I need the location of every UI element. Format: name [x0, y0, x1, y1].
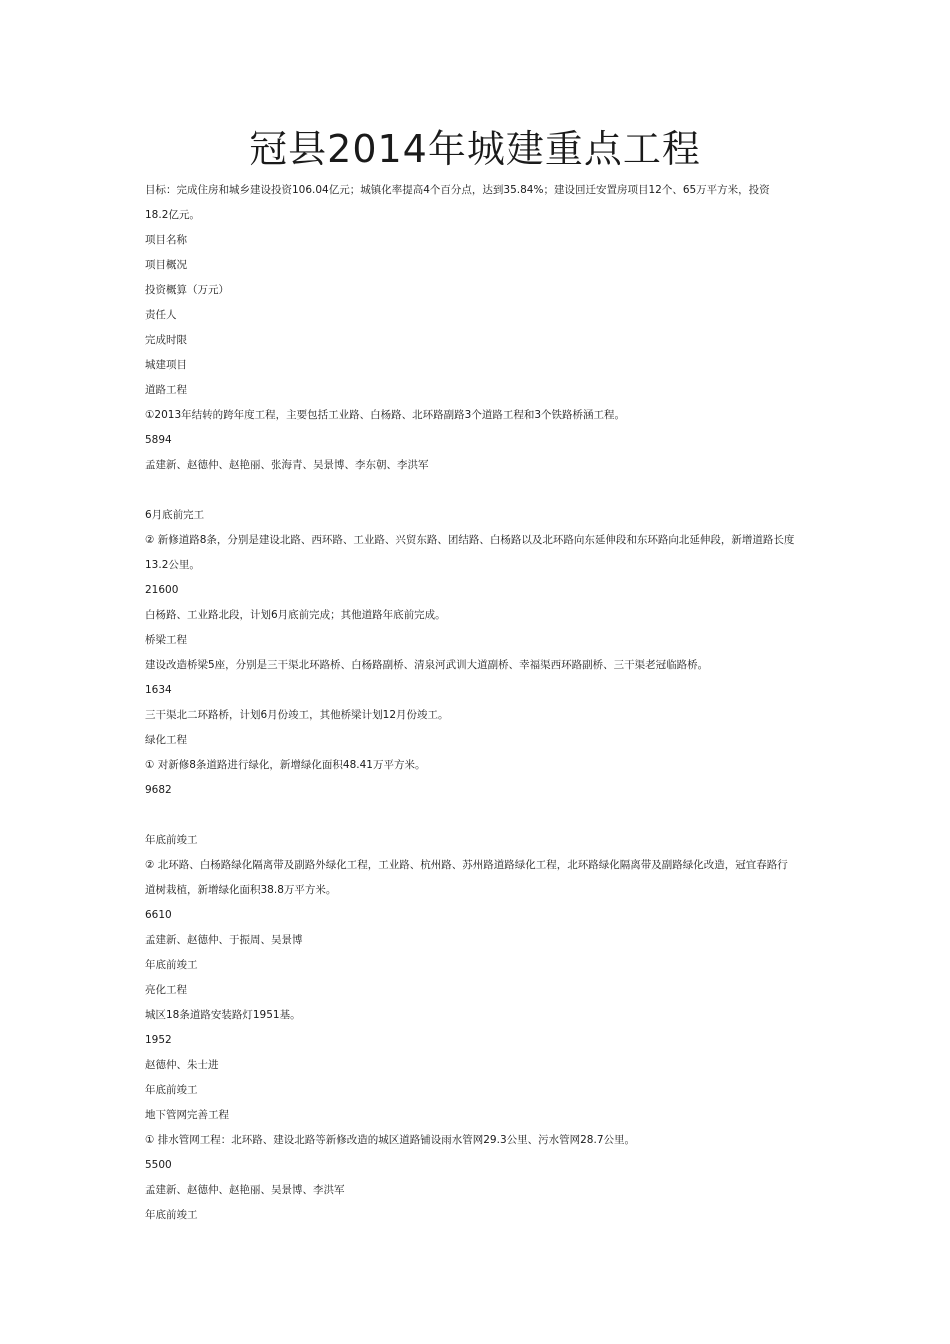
- text-line: 5500: [145, 1159, 172, 1171]
- text-line: 城区18条道路安装路灯1951基。: [145, 1009, 301, 1021]
- text-line: 6月底前完工: [145, 509, 205, 521]
- text-line: 孟建新、赵德仲、赵艳丽、吴景博、李洪军: [145, 1184, 345, 1196]
- document-body: [145, 178, 815, 1228]
- text-line: 孟建新、赵德仲、赵艳丽、张海青、吴景博、李东朝、李洪军: [145, 459, 429, 471]
- text-line: ①2013年结转的跨年度工程，主要包括工业路、白杨路、北环路副路3个道路工程和3个铁路桥涵工程。: [145, 409, 625, 421]
- text-line: 项目名称: [145, 234, 187, 246]
- text-line: 目标：完成住房和城乡建设投资106.04亿元；城镇化率提高4个百分点，达到35.84%；建设回迁安置房项目12个、65万平方米，投资: [145, 184, 770, 196]
- text-line: 6610: [145, 909, 172, 921]
- text-line: 年底前竣工: [145, 959, 198, 971]
- blank-line: [145, 478, 815, 503]
- text-line: 13.2公里。: [145, 559, 200, 571]
- text-line: 完成时限: [145, 334, 187, 346]
- text-line: ① 排水管网工程：北环路、建设北路等新修改造的城区道路铺设雨水管网29.3公里、污水管网28.7公里。: [145, 1134, 636, 1146]
- document-title: 冠县2014年城建重点工程: [249, 127, 701, 171]
- text-line: 投资概算（万元）: [145, 284, 229, 296]
- blank-line: [145, 803, 815, 828]
- text-line: ② 北环路、白杨路绿化隔离带及副路外绿化工程，工业路、杭州路、苏州路道路绿化工程，北环路绿化隔离带及副路绿化改造，冠宜春路行: [145, 859, 788, 871]
- text-line: 城建项目: [145, 359, 187, 371]
- text-line: 21600: [145, 584, 179, 596]
- text-line: 桥梁工程: [145, 634, 187, 646]
- text-line: ② 新修道路8条，分别是建设北路、西环路、工业路、兴贸东路、团结路、白杨路以及北环路向东延伸段和东环路向北延伸段，新增道路长度: [145, 534, 795, 546]
- text-line: 1952: [145, 1034, 172, 1046]
- text-line: 年底前竣工: [145, 834, 198, 846]
- text-line: 责任人: [145, 309, 177, 321]
- text-line: 18.2亿元。: [145, 209, 200, 221]
- text-line: 三干渠北二环路桥，计划6月份竣工，其他桥梁计划12月份竣工。: [145, 709, 449, 721]
- text-line: 亮化工程: [145, 984, 187, 996]
- text-line: 绿化工程: [145, 734, 187, 746]
- text-line: 1634: [145, 684, 172, 696]
- text-line: 项目概况: [145, 259, 187, 271]
- text-line: 建设改造桥梁5座，分别是三干渠北环路桥、白杨路副桥、清泉河武训大道副桥、幸福渠西环路副桥、三干渠老冠临路桥。: [145, 659, 709, 671]
- text-line: 道树栽植，新增绿化面积38.8万平方米。: [145, 884, 337, 896]
- text-line: 年底前竣工: [145, 1084, 198, 1096]
- text-line: 白杨路、工业路北段，计划6月底前完成；其他道路年底前完成。: [145, 609, 446, 621]
- text-line: 地下管网完善工程: [145, 1109, 229, 1121]
- text-line: 赵德仲、朱士进: [145, 1059, 219, 1071]
- text-line: 孟建新、赵德仲、于振周、吴景博: [145, 934, 303, 946]
- text-line: 9682: [145, 784, 172, 796]
- text-line: 道路工程: [145, 384, 187, 396]
- text-line: 5894: [145, 434, 172, 446]
- text-line: 年底前竣工: [145, 1209, 198, 1221]
- text-line: ① 对新修8条道路进行绿化，新增绿化面积48.41万平方米。: [145, 759, 426, 771]
